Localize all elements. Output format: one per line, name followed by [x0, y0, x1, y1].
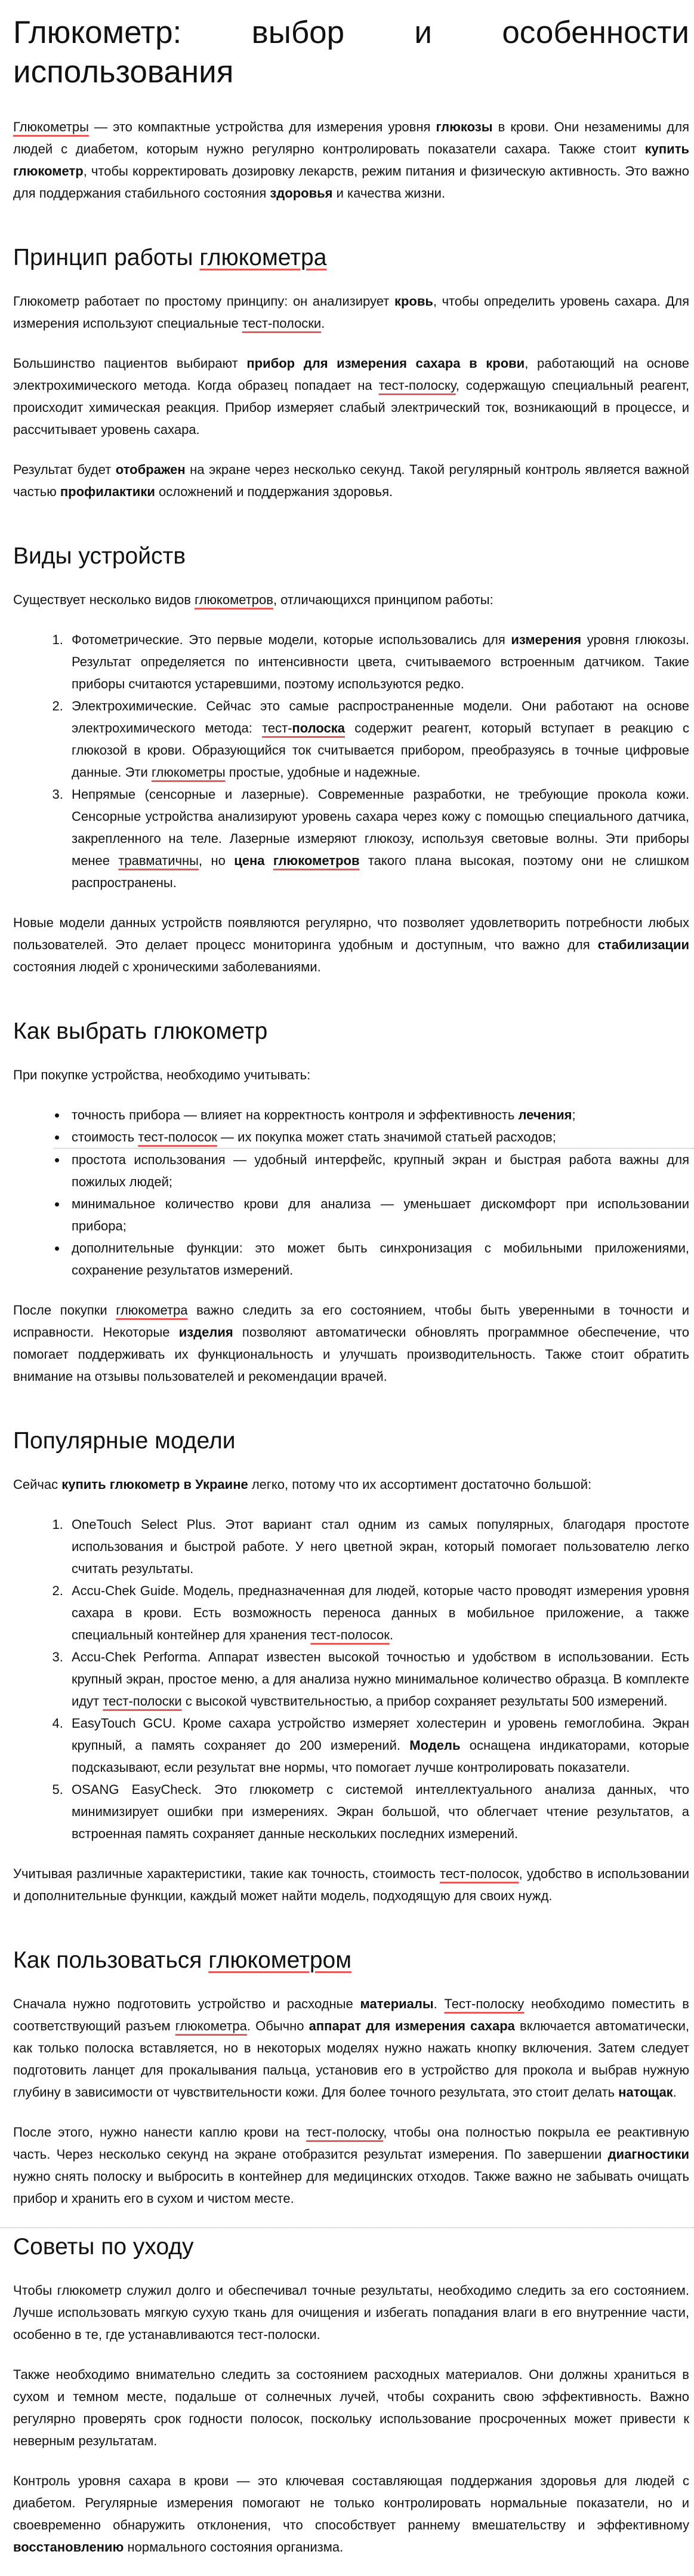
link-test-strips[interactable]: тест-полоски — [103, 1694, 182, 1709]
link-test-strips[interactable]: тест-полоски — [242, 316, 322, 331]
types-outro: Новые модели данных устройств появляются регулярно, что позволяет удовлетворить потребности любых пользователей. Это делает процесс мониторинга удобным и доступным, что важно для стабилизации состояния людей с хроническими заболеваниями. — [13, 915, 689, 974]
list-item: • стоимость тест-полосок — их покупка может стать значимой статьей расходов; — [67, 1126, 689, 1148]
link-test-strip[interactable]: тест-полоску — [378, 378, 456, 393]
page-title — [13, 13, 689, 92]
heading-models: Популярные модели — [13, 1428, 236, 1454]
types-intro: Существует несколько видов глюкометров, отличающихся принципом работы: — [13, 592, 493, 607]
link-glucometers[interactable]: глюкометры — [151, 765, 226, 780]
types-list — [13, 629, 689, 894]
list-item: 2. Электрохимические. Сейчас это самые распространенные модели. Они работают на основе электрохимического метода: тест-полоска содержит реагент, который вступает в реакцию с глюкозой в крови. Образующийся ток считывается прибором, преобразуясь в точные цифровые данные. Эти глюкометры простые, удобные и надежные. — [67, 695, 689, 783]
principle-paragraph-1: Глюкометр работает по простому принципу: он анализирует кровь, чтобы определить уровень сахара. Для измерения используют специальные тест-полоски. — [13, 294, 689, 331]
heading-choose: Как выбрать глюкометр — [13, 1018, 268, 1044]
usage-paragraph-1: Сначала нужно подготовить устройство и расходные материалы. Тест-полоску необходимо поместить в соответствующий разъем глюкометра. Обычно аппарат для измерения сахара включается автоматически, как только полоска вставляется, но в некоторых моделях нужно нажать кнопку включения. Затем следует подготовить ланцет для прокалывания пальца, установив его в устройство для прокола и выбрав нужную глубину в зависимости от чувствительности кожи. Для более точного результата, это стоит делать натощак. — [13, 1996, 689, 2100]
models-list — [13, 1513, 689, 1845]
heading-care: Советы по уходу — [13, 2234, 194, 2260]
principle-paragraph-2: Большинство пациентов выбирают прибор для измерения сахара в крови, работающий на основе электрохимического метода. Когда образец попадает на тест-полоску, содержащую специальный реагент, происходит химическая реакция. Прибор измеряет слабый электрический ток, возникающий в процессе, и рассчитывает уровень сахара. — [13, 356, 689, 437]
list-item: • простота использования — удобный интерфейс, крупный экран и быстрая работа важны для пожилых людей; — [67, 1149, 689, 1193]
list-item: • минимальное количество крови для анализа — уменьшает дискомфорт при использовании прибора; — [67, 1193, 689, 1237]
care-paragraph-2: Также необходимо внимательно следить за состоянием расходных материалов. Они должны храниться в сухом и темном месте, подальше от солнечных лучей, чтобы сохранить свою эффективность. Важно регулярно проверять срок годности полосок, поскольку использование просроченных может привести к неверным результатам. — [13, 2367, 689, 2448]
list-item: 5. OSANG EasyCheck. Это глюкометр с системой интеллектуального анализа данных, что минимизирует ошибки при измерениях. Экран большой, что облегчает чтение результатов, а встроенная память сохраняет данные нескольких последних измерений. — [67, 1778, 689, 1845]
link-glucometers[interactable]: глюкометров — [195, 592, 273, 607]
link-test-strip[interactable]: тест-полоску — [306, 2125, 384, 2140]
link-test-strips[interactable]: тест-полосок — [439, 1866, 519, 1881]
link-test-strip[interactable]: Тест-полоску — [444, 1996, 525, 2011]
link-glucometers-price[interactable]: глюкометров — [273, 853, 360, 868]
list-item: 3. Непрямые (сенсорные и лазерные). Современные разработки, не требующие прокола кожи. Сенсорные устройства анализируют уровень сахара через кожу с помощью специального датчика, закрепленного на теле. Лазерные измеряют глюкозу, используя световые волны. Эти приборы менее травматичны, но цена глюкометров такого плана высокая, поэтому они не слишком распространены. — [67, 783, 689, 894]
link-test-strip[interactable]: тест-полоска — [262, 721, 346, 735]
link-test-strips[interactable]: тест-полосок — [138, 1129, 217, 1144]
intro-paragraph: Глюкометры — это компактные устройства для измерения уровня глюкозы в крови. Они незаменимы для людей с диабетом, которым нужно регулярно контролировать показатели сахара. Также стоит купить глюкометр, чтобы корректировать дозировку лекарств, режим питания и физическую активность. Это важно для поддержания стабильного состояния здоровья и качества жизни. — [13, 119, 689, 201]
list-item: • точность прибора — влияет на корректность контроля и эффективность лечения; — [67, 1104, 689, 1126]
list-item: 1. OneTouch Select Plus. Этот вариант стал одним из самых популярных, благодаря простоте использования и быстрой работе. У него цветной экран, который помогает пользователю легко считать результаты. — [67, 1513, 689, 1580]
link-glucometer[interactable]: глюкометра — [199, 245, 327, 270]
choose-list — [13, 1104, 689, 1281]
document — [0, 13, 694, 2558]
link-traumatic[interactable]: травматичны — [118, 853, 199, 868]
page-title-line-1: Глюкометр: выбор и особенности — [13, 15, 689, 50]
heading-types: Виды устройств — [13, 543, 186, 569]
models-intro: Сейчас купить глюкометр в Украине легко, потому что их ассортимент достаточно большой: — [13, 1477, 592, 1492]
link-glucometer[interactable]: глюкометра — [116, 1303, 188, 1318]
link-glucometer[interactable]: глюкометром — [208, 1947, 352, 1973]
care-paragraph-1: Чтобы глюкометр служил долго и обеспечивал точные результаты, необходимо следить за его состоянием. Лучше использовать мягкую сухую ткань для очищения и избегать попадания влаги в его внутренние части, особенно в те, где устанавливаются тест-полоски. — [13, 2283, 689, 2342]
choose-intro: При покупке устройства, необходимо учитывать: — [13, 1067, 311, 1082]
usage-paragraph-2: После этого, нужно нанести каплю крови на тест-полоску, чтобы она полностью покрыла ее реактивную часть. Через несколько секунд на экране отобразится результат измерения. По завершении диагностики нужно снять полоску и выбросить в контейнер для медицинских отходов. Также важно не забывать очищать прибор и хранить его в сухом и чистом месте. — [13, 2125, 689, 2206]
principle-paragraph-3: Результат будет отображен на экране через несколько секунд. Такой регулярный контроль является важной частью профилактики осложнений и поддержания здоровья. — [13, 462, 689, 499]
choose-outro: После покупки глюкометра важно следить за его состоянием, чтобы быть уверенными в точности и исправности. Некоторые изделия позволяют автоматически обновлять программное обеспечение, что помогает поддерживать их функциональность и улучшать производительность. Также стоит обратить внимание на отзывы пользователей и рекомендации врачей. — [13, 1303, 689, 1384]
list-item: 2. Accu-Chek Guide. Модель, предназначенная для людей, которые часто проводят измерения уровня сахара в крови. Есть возможность переноса данных в мобильное приложение, а также специальный контейнер для хранения тест-полосок. — [67, 1580, 689, 1646]
list-item: 3. Accu-Chek Performa. Аппарат известен высокой точностью и удобством в использовании. Есть крупный экран, простое меню, а для анализа нужно минимальное количество образца. В комплекте идут тест-полоски с высокой чувствительностью, а прибор сохраняет результаты 500 измерений. — [67, 1646, 689, 1712]
heading-usage: Как пользоваться глюкометром — [13, 1947, 352, 1973]
heading-principle: Принцип работы глюкометра — [13, 245, 327, 270]
care-paragraph-3: Контроль уровня сахара в крови — это ключевая составляющая поддержания здоровья для людей с диабетом. Регулярные измерения помогают не только контролировать нормальные показатели, но и своевременно обнаружить отклонения, что способствует раннему вмешательству и эффективному восстановлению нормального состояния организма. — [13, 2473, 689, 2555]
page-title-line-2: использования — [13, 54, 234, 90]
list-item: 1. Фотометрические. Это первые модели, которые использовались для измерения уровня глюкозы. Результат определяется по интенсивности цвета, считываемого встроенным датчиком. Такие приборы считаются устаревшими, поэтому используются редко. — [67, 629, 689, 695]
list-item: 4. EasyTouch GCU. Кроме сахара устройство измеряет холестерин и уровень гемоглобина. Экран крупный, а память сохраняет до 200 измерений. Модель оснащена индикаторами, которые подсказывают, если результат вне нормы, что помогает лучше контролировать показатели. — [67, 1712, 689, 1778]
list-item: • дополнительные функции: это может быть синхронизация с мобильными приложениями, сохранение результатов измерений. — [67, 1237, 689, 1281]
link-glucometer[interactable]: глюкометра — [175, 2018, 247, 2033]
models-outro: Учитывая различные характеристики, такие как точность, стоимость тест-полосок, удобство в использовании и дополнительные функции, каждый может найти модель, подходящую для своих нужд. — [13, 1866, 689, 1903]
link-glucometers[interactable]: Глюкометры — [13, 119, 89, 134]
link-test-strips[interactable]: тест-полосок — [310, 1627, 390, 1642]
